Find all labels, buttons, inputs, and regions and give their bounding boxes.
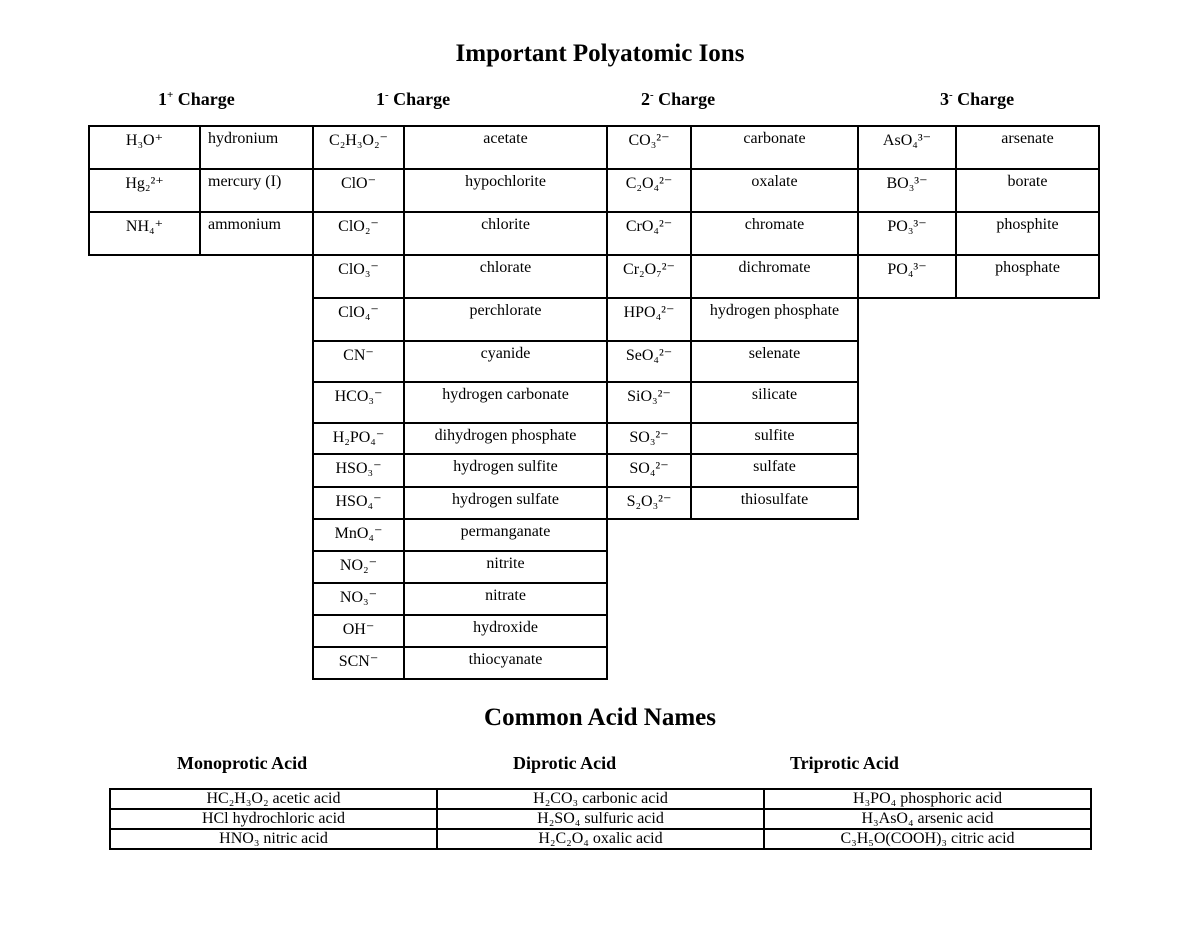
acid-cell: H₃PO₄ phosphoric acid	[764, 789, 1091, 809]
acids-table	[109, 788, 1092, 850]
ion-name: permanganate	[404, 519, 607, 551]
charge-header-2-minus	[641, 89, 715, 110]
charge-sign: -	[650, 89, 654, 101]
charge-number: 1	[158, 89, 167, 109]
acid-cell: C₃H₅O(COOH)₃ citric acid	[764, 829, 1091, 849]
charge-word: Charge	[653, 89, 716, 109]
ion-formula: PO₃³⁻	[858, 212, 956, 255]
ion-formula: SeO₄²⁻	[607, 341, 691, 382]
ion-name: silicate	[691, 382, 858, 423]
ion-row	[607, 298, 858, 341]
ion-formula: CN⁻	[313, 341, 404, 382]
ion-row	[858, 212, 1099, 255]
ion-formula: H₃O⁺	[89, 126, 200, 169]
ion-formula: H₂PO₄⁻	[313, 423, 404, 454]
ion-row	[313, 126, 607, 169]
ions-1-plus-table	[88, 125, 314, 256]
ion-row	[858, 255, 1099, 298]
monoprotic-header: Monoprotic Acid	[177, 753, 308, 773]
ion-name: ammonium	[200, 212, 313, 255]
ion-name: carbonate	[691, 126, 858, 169]
ion-name: sulfite	[691, 423, 858, 454]
ion-name: phosphate	[956, 255, 1099, 298]
acid-row	[110, 829, 1091, 849]
ion-name: hydrogen phosphate	[691, 298, 858, 341]
ion-formula: OH⁻	[313, 615, 404, 647]
charge-sign: -	[949, 89, 953, 101]
ion-name: thiocyanate	[404, 647, 607, 679]
acid-cell: HC₂H₃O₂ acetic acid	[110, 789, 437, 809]
acid-cell: HCl hydrochloric acid	[110, 809, 437, 829]
ion-name: chromate	[691, 212, 858, 255]
ion-name: dichromate	[691, 255, 858, 298]
ion-name: cyanide	[404, 341, 607, 382]
ion-row	[313, 298, 607, 341]
ion-name: mercury (I)	[200, 169, 313, 212]
ion-formula: ClO₄⁻	[313, 298, 404, 341]
charge-header-3-minus	[940, 89, 1014, 110]
ion-name: dihydrogen phosphate	[404, 423, 607, 454]
ion-row	[313, 551, 607, 583]
charge-header-1-plus	[158, 89, 235, 110]
ion-formula: NH₄⁺	[89, 212, 200, 255]
ion-formula: CrO₄²⁻	[607, 212, 691, 255]
ion-name: hydrogen sulfite	[404, 454, 607, 487]
ion-row	[607, 341, 858, 382]
ion-row	[858, 126, 1099, 169]
ion-formula: BO₃³⁻	[858, 169, 956, 212]
acid-cell: H₂C₂O₄ oxalic acid	[437, 829, 764, 849]
ion-formula: PO₄³⁻	[858, 255, 956, 298]
ion-formula: SCN⁻	[313, 647, 404, 679]
acid-cell: H₂SO₄ sulfuric acid	[437, 809, 764, 829]
ion-row	[607, 423, 858, 454]
ion-row	[89, 212, 313, 255]
ion-row	[89, 126, 313, 169]
ion-formula: HSO₄⁻	[313, 487, 404, 519]
ion-formula: MnO₄⁻	[313, 519, 404, 551]
diprotic-header: Diprotic Acid	[513, 753, 617, 773]
acid-cell: HNO₃ nitric acid	[110, 829, 437, 849]
ions-1-minus-table	[312, 125, 608, 680]
triprotic-header: Triprotic Acid	[790, 753, 899, 773]
ion-row	[313, 255, 607, 298]
ion-formula: AsO₄³⁻	[858, 126, 956, 169]
ion-name: nitrite	[404, 551, 607, 583]
acid-row	[110, 789, 1091, 809]
ion-name: hypochlorite	[404, 169, 607, 212]
ion-name: sulfate	[691, 454, 858, 487]
charge-number: 3	[940, 89, 949, 109]
ion-name: acetate	[404, 126, 607, 169]
ion-name: hydroxide	[404, 615, 607, 647]
ion-row	[313, 169, 607, 212]
charge-word: Charge	[173, 89, 235, 109]
acid-cell: H₃AsO₄ arsenic acid	[764, 809, 1091, 829]
ion-row	[89, 169, 313, 212]
ion-formula: CO₃²⁻	[607, 126, 691, 169]
ion-formula: HSO₃⁻	[313, 454, 404, 487]
ion-name: arsenate	[956, 126, 1099, 169]
ion-name: hydrogen carbonate	[404, 382, 607, 423]
charge-word: Charge	[952, 89, 1015, 109]
ion-formula: ClO₂⁻	[313, 212, 404, 255]
ion-name: nitrate	[404, 583, 607, 615]
acid-row	[110, 809, 1091, 829]
ion-formula: SO₃²⁻	[607, 423, 691, 454]
ion-name: phosphite	[956, 212, 1099, 255]
ion-formula: S₂O₃²⁻	[607, 487, 691, 519]
ion-name: chlorite	[404, 212, 607, 255]
ion-row	[607, 454, 858, 487]
ion-name: selenate	[691, 341, 858, 382]
ion-row	[607, 255, 858, 298]
ion-row	[607, 487, 858, 519]
ion-row	[607, 382, 858, 423]
ion-formula: NO₃⁻	[313, 583, 404, 615]
ions-3-minus-table	[857, 125, 1100, 299]
charge-sign: -	[385, 89, 389, 101]
ion-formula: SiO₃²⁻	[607, 382, 691, 423]
ion-row	[313, 519, 607, 551]
ion-formula: NO₂⁻	[313, 551, 404, 583]
ion-row	[607, 126, 858, 169]
ion-row	[313, 423, 607, 454]
ion-formula: ClO₃⁻	[313, 255, 404, 298]
ion-row	[313, 212, 607, 255]
ions-2-minus-table	[606, 125, 859, 520]
ion-row	[313, 487, 607, 519]
charge-number: 1	[376, 89, 385, 109]
acids-title: Common Acid Names	[484, 704, 716, 731]
ion-formula: HPO₄²⁻	[607, 298, 691, 341]
acid-cell: H₂CO₃ carbonic acid	[437, 789, 764, 809]
ion-name: hydronium	[200, 126, 313, 169]
ion-row	[313, 647, 607, 679]
ion-row	[313, 382, 607, 423]
ion-row	[313, 341, 607, 382]
ion-name: thiosulfate	[691, 487, 858, 519]
ion-row	[607, 212, 858, 255]
charge-number: 2	[641, 89, 650, 109]
ion-name: perchlorate	[404, 298, 607, 341]
charge-header-1-minus	[376, 89, 450, 110]
ion-name: oxalate	[691, 169, 858, 212]
ion-row	[313, 583, 607, 615]
ion-name: hydrogen sulfate	[404, 487, 607, 519]
ion-formula: Hg₂²⁺	[89, 169, 200, 212]
ion-row	[607, 169, 858, 212]
ion-formula: C₂O₄²⁻	[607, 169, 691, 212]
page-title: Important Polyatomic Ions	[455, 40, 745, 67]
ion-name: chlorate	[404, 255, 607, 298]
ion-name: borate	[956, 169, 1099, 212]
ion-formula: ClO⁻	[313, 169, 404, 212]
charge-word: Charge	[388, 89, 451, 109]
ion-formula: C₂H₃O₂⁻	[313, 126, 404, 169]
ion-formula: HCO₃⁻	[313, 382, 404, 423]
charge-sign: +	[167, 89, 174, 101]
ion-row	[313, 615, 607, 647]
ion-row	[858, 169, 1099, 212]
ion-formula: SO₄²⁻	[607, 454, 691, 487]
ion-formula: Cr₂O₇²⁻	[607, 255, 691, 298]
ion-row	[313, 454, 607, 487]
